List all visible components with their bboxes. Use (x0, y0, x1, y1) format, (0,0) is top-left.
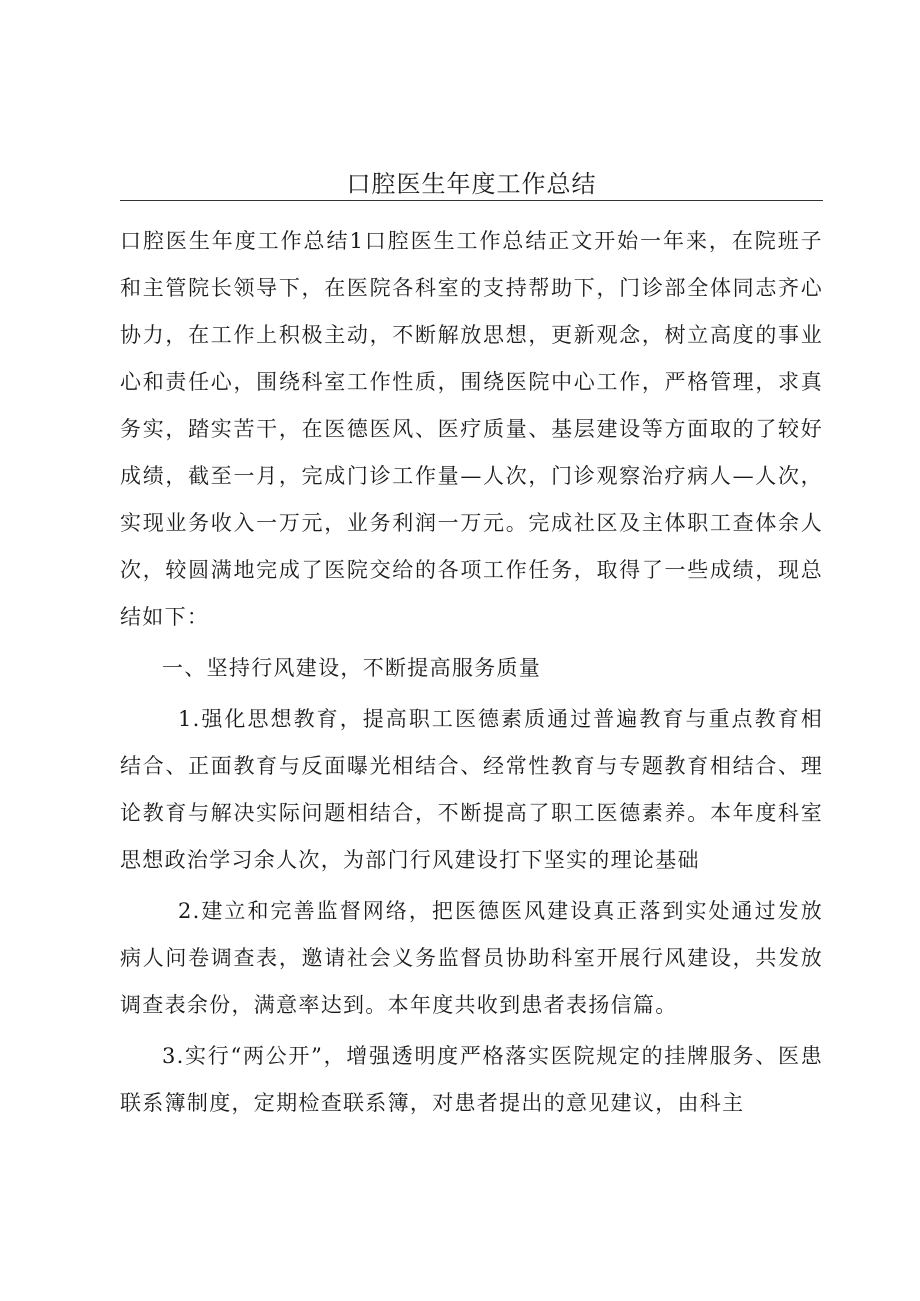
title-underline (120, 200, 823, 201)
item-paragraph-2: 2.建立和完善监督网络，把医德医风建设真正落到实处通过发放病人问卷调查表，邀请社会义务监督员协助科室开展行风建设，共发放调查表余份，满意率达到。本年度共收到患者表扬信篇。 (120, 899, 823, 1017)
section-heading: 一、坚持行风建设，不断提高服务质量 (162, 656, 542, 680)
document-body (120, 218, 823, 1127)
item-paragraph-1: 1.强化思想教育，提高职工医德素质通过普遍教育与重点教育相结合、正面教育与反面曝光相结合、经常性教育与专题教育相结合、理论教育与解决实际问题相结合，不断提高了职工医德素养。本年度科室思想政治学习余人次，为部门行风建设打下坚实的理论基础 (120, 707, 823, 872)
intro-paragraph: 口腔医生年度工作总结1口腔医生工作总结正文开始一年来，在院班子和主管院长领导下，在医院各科室的支持帮助下，门诊部全体同志齐心协力，在工作上积极主动，不断解放思想，更新观念，树立高度的事业心和责任心，围绕科室工作性质，围绕医院中心工作，严格管理，求真务实，踏实苦干，在医德医风、医疗质量、基层建设等方面取的了较好成绩，截至一月，完成门诊工作量—人次，门诊观察治疗病人—人次，实现业务收入一万元，业务利润一万元。完成社区及主体职工查体余人次，较圆满地完成了医院交给的各项工作任务，取得了一些成绩，现总结如下： (120, 229, 823, 629)
document-title: 口腔医生年度工作总结 (346, 170, 597, 198)
item-paragraph-3: 3.实行“两公开”，增强透明度严格落实医院规定的挂牌服务、医患联系簿制度，定期检查联系簿，对患者提出的意见建议，由科主 (120, 1044, 823, 1115)
